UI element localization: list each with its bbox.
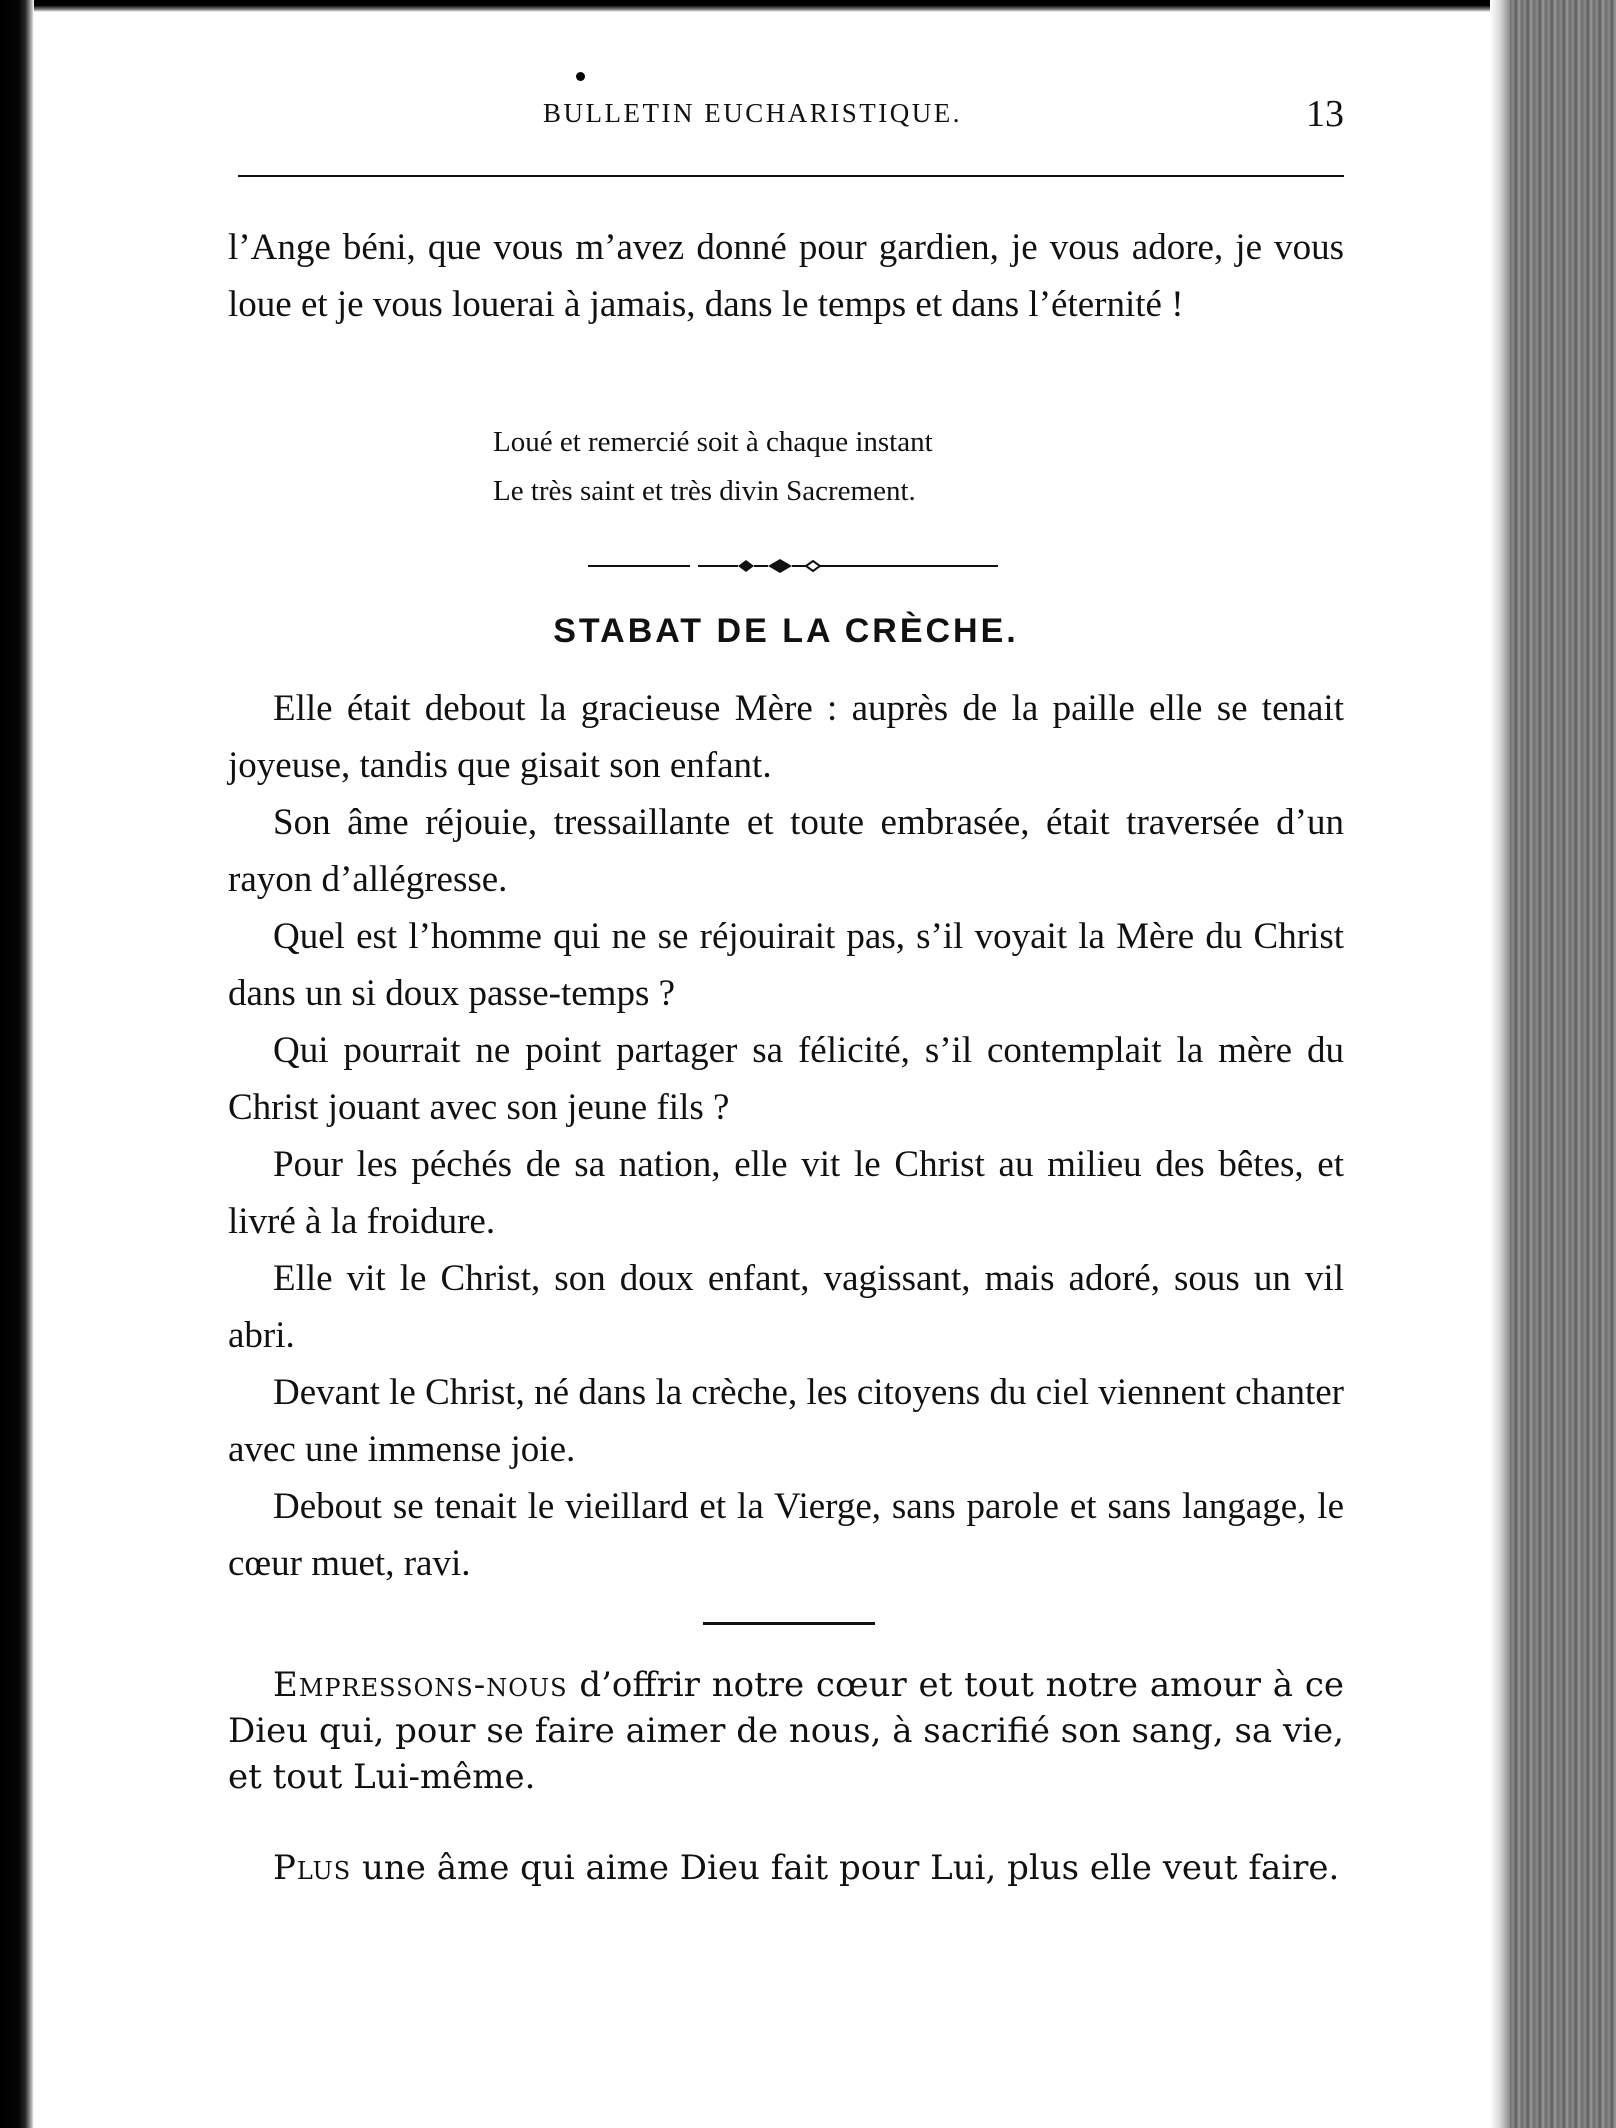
stanza: Debout se tenait le vieillard et la Vierge, sans parole et sans langage, le cœur muet, ravi.	[228, 1486, 1344, 1584]
stanza-list	[228, 680, 1344, 1592]
page-number: 13	[1306, 93, 1344, 135]
prayer-continuation: l’Ange béni, que vous m’avez donné pour gardien, je vous adore, je vous loue et je vous louerai à jamais, dans le temps et dans l’éternité !	[228, 227, 1344, 325]
section-title: STABAT DE LA CRÈCHE.	[553, 612, 1019, 650]
stanza: Quel est l’homme qui ne se réjouirait pas, s’il voyait la Mère du Christ dans un si doux passe-temps ?	[228, 916, 1344, 1014]
note-text: d’offrir notre cœur et tout notre amour à ce Dieu qui, pour se faire aimer de nous, à sacrifié son sang, sa vie, et tout Lui-même.	[228, 1665, 1344, 1797]
verse	[493, 418, 933, 516]
stanza: Elle était debout la gracieuse Mère : auprès de la paille elle se tenait joyeuse, tandis que gisait son enfant.	[228, 688, 1344, 786]
stanza: Qui pourrait ne point partager sa félicité, s’il contemplait la mère du Christ jouant avec son jeune fils ?	[228, 1030, 1344, 1128]
scan-left-edge	[0, 0, 34, 2128]
running-title: BULLETIN EUCHARISTIQUE.	[543, 98, 962, 128]
running-head	[228, 92, 1344, 136]
note-lead-word: Plus	[273, 1848, 352, 1888]
closing-note	[228, 1845, 1344, 1891]
book-page	[228, 0, 1344, 2128]
note-text: une âme qui aime Dieu fait pour Lui, plus elle veut faire.	[351, 1848, 1340, 1888]
book-page-edges	[1510, 0, 1616, 2128]
scan-right-shadow	[1490, 0, 1510, 2128]
verse-line-1: Loué et remercié soit à chaque instant	[493, 426, 933, 458]
stanza: Elle vit le Christ, son doux enfant, vagissant, mais adoré, sous un vil abri.	[228, 1258, 1344, 1356]
divider-rule	[703, 1622, 875, 1625]
stanza: Devant le Christ, né dans la crèche, les citoyens du ciel viennent chanter avec une immense joie.	[228, 1372, 1344, 1470]
print-dot	[576, 72, 585, 81]
closing-note	[228, 1662, 1344, 1800]
header-rule	[238, 175, 1344, 177]
section-ornament	[588, 552, 998, 580]
stanza: Pour les péchés de sa nation, elle vit le Christ au milieu des bêtes, et livré à la froidure.	[228, 1144, 1344, 1242]
stanza: Son âme réjouie, tressaillante et toute embrasée, était traversée d’un rayon d’allégresse.	[228, 802, 1344, 900]
verse-line-2: Le très saint et très divin Sacrement.	[493, 475, 916, 507]
note-lead-word: Empressons-nous	[273, 1665, 568, 1705]
